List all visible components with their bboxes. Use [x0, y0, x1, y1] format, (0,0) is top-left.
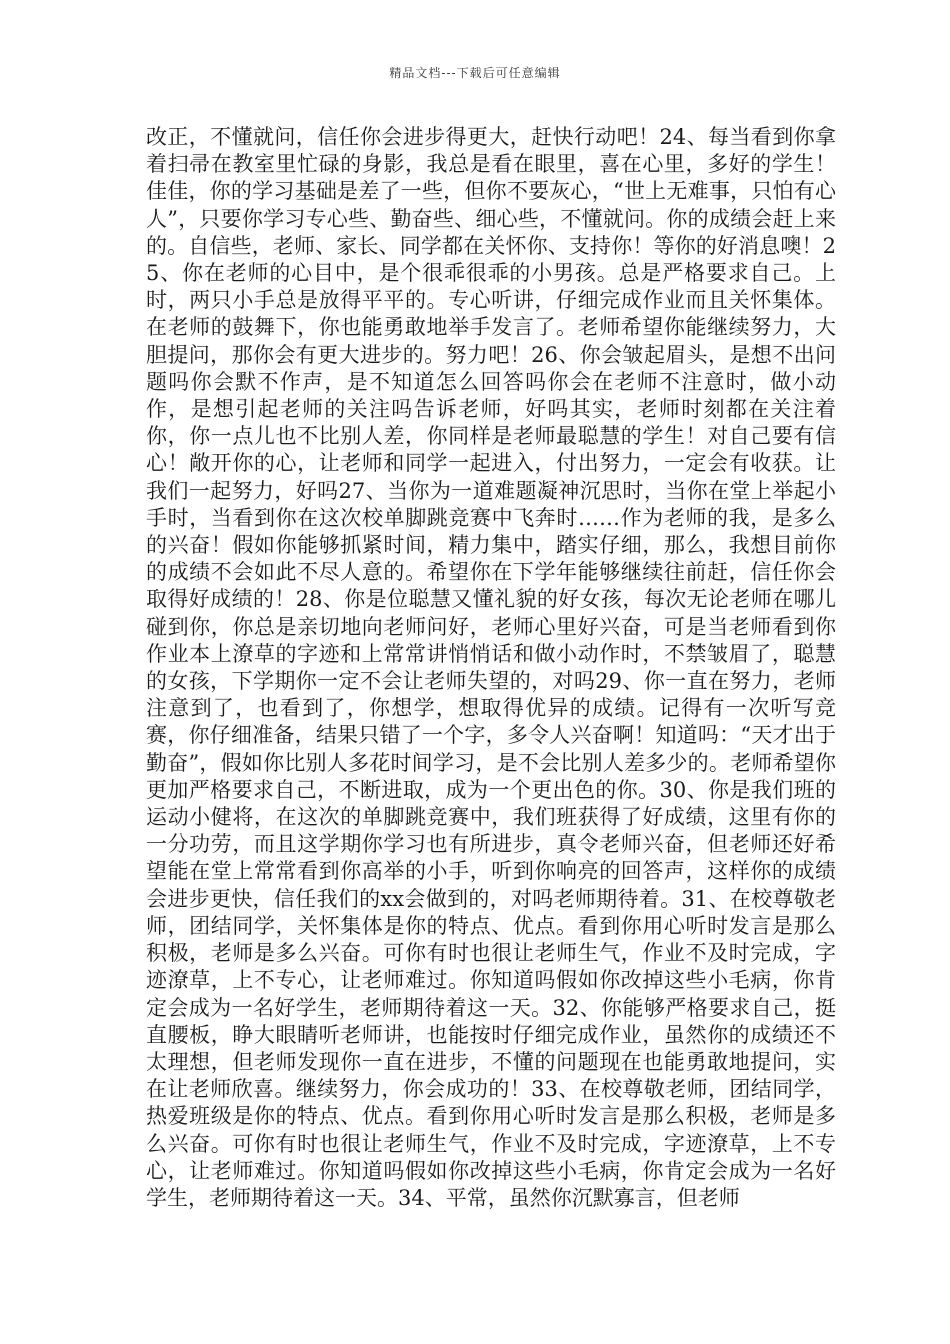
body-paragraph: 改正，不懂就问，信任你会进步得更大，赶快行动吧！24、每当看到你拿着扫帚在教室里忙碌的身影，我总是看在眼里，喜在心里，多好的学生！佳佳，你的学习基础是差了一些，但你不要灰心，“世上无难事，只怕有心人”，只要你学习专心些、勤奋些、细心些，不懂就问。你的成绩会赶上来的。自信些，老师、家长、同学都在关怀你、支持你！等你的好消息噢！25、你在老师的心目中，是个很乖很乖的小男孩。总是严格要求自己。上时，两只小手总是放得平平的。专心听讲，仔细完成作业而且关怀集体。在老师的鼓舞下，你也能勇敢地举手发言了。老师希望你能继续努力，大胆提问，那你会有更大进步的。努力吧！26、你会皱起眉头，是想不出问题吗你会默不作声，是不知道怎么回答吗你会在老师不注意时，做小动作，是想引起老师的关注吗告诉老师，好吗其实，老师时刻都在关注着你，你一点儿也不比别人差，你同样是老师最聪慧的学生！对自己要有信心！敞开你的心，让老师和同学一起进入，付出努力，一定会有收获。让我们一起努力，好吗27、当你为一道难题凝神沉思时，当你在堂上举起小手时，当看到你在这次校单脚跳竞赛中飞奔时……作为老师的我，是多么的兴奋！假如你能够抓紧时间，精力集中，踏实仔细，那么，我想目前你的成绩不会如此不尽人意的。希望你在下学年能够继续往前赶，信任你会取得好成绩的！28、你是位聪慧又懂礼貌的好女孩，每次无论老师在哪儿碰到你，你总是亲切地向老师问好，老师心里好兴奋，可是当老师看到你作业本上潦草的字迹和上常常讲悄悄话和做小动作时，不禁皱眉了，聪慧的女孩，下学期你一定不会让老师失望的，对吗29、你一直在努力，老师注意到了，也看到了，你想学，想取得优异的成绩。记得有一次听写竞赛，你仔细准备，结果只错了一个字，多令人兴奋啊！知道吗：“天才出于勤奋”，假如你比别人多花时间学习，是不会比别人差多少的。老师希望你更加严格要求自己，不断进取，成为一个更出色的你。30、你是我们班的运动小健将，在这次的单脚跳竞赛中，我们班获得了好成绩，这里有你的一分功劳，而且这学期你学习也有所进步，真令老师兴奋，但老师还好希望能在堂上常常看到你高举的小手，听到你响亮的回答声，这样你的成绩会进步更快，信任我们的xx会做到的，对吗老师期待着。31、在校尊敬老师，团结同学，关怀集体是你的特点、优点。看到你用心听时发言是那么积极，老师是多么兴奋。可你有时也很让老师生气，作业不及时完成，字迹潦草，上不专心，让老师难过。你知道吗假如你改掉这些小毛病，你肯定会成为一名好学生，老师期待着这一天。32、你能够严格要求自己，挺直腰板，睁大眼睛听老师讲，也能按时仔细完成作业，虽然你的成绩还不太理想，但老师发现你一直在进步，不懂的问题现在也能勇敢地提问，实在让老师欣喜。继续努力，你会成功的！33、在校尊敬老师，团结同学，热爱班级是你的特点、优点。看到你用心听时发言是那么积极，老师是多么兴奋。可你有时也很让老师生气，作业不及时完成，字迹潦草，上不专心，让老师难过。你知道吗假如你改掉这些小毛病，你肯定会成为一名好学生，老师期待着这一天。34、平常，虽然你沉默寡言，但老师 [146, 125, 836, 1210]
page-header: 精品文档---下载后可任意编辑 [389, 66, 561, 80]
